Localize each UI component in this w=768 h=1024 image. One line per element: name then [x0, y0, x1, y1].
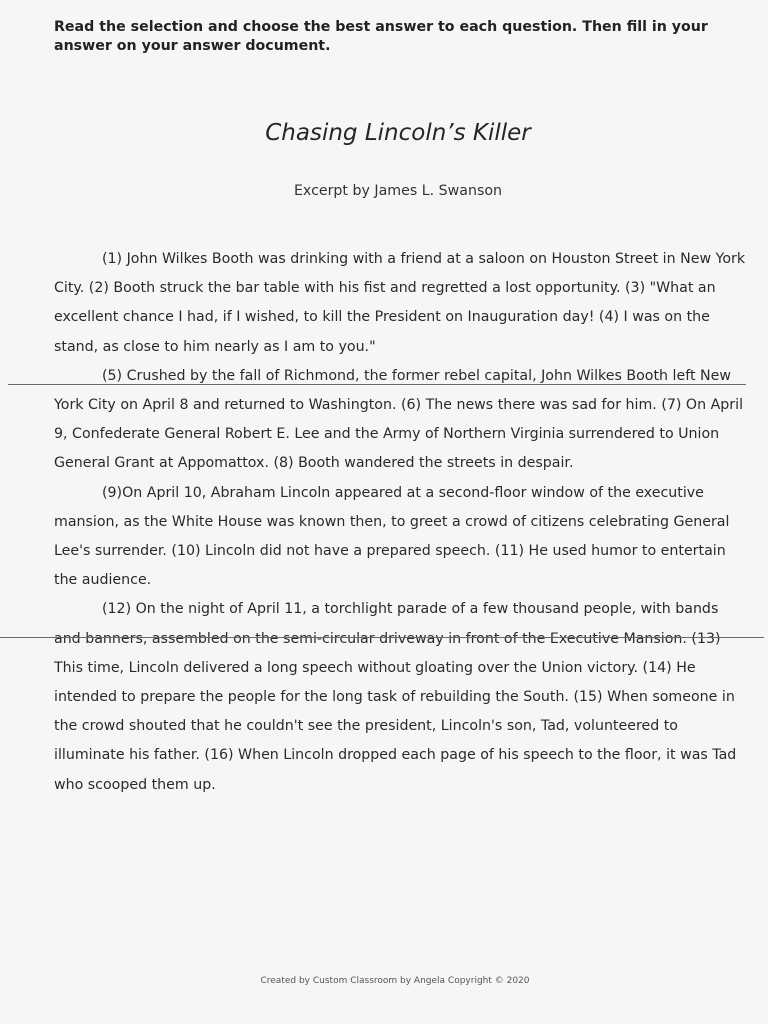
- instructions: Read the selection and choose the best answer to each question. Then fill in your answer on your answer document.: [54, 19, 708, 54]
- paragraph-1: (1) John Wilkes Booth was drinking with a friend at a saloon on Houston Street in New York City. (2) Booth struck the bar table with his fist and regretted a lost opportunity. (3) "What an excellent chance I had, if I wished, to kill the President on Inauguration day! (4) I was on the stand, as close to him nearly as I am to you.": [54, 251, 746, 355]
- paragraph-3: (9)On April 10, Abraham Lincoln appeared at a second-floor window of the executive mansion, as the White House was known then, to greet a crowd of citizens celebrating General Lee's surrender. (10) Lincoln did not have a prepared speech. (11) He used humor to entertain the audience.: [54, 484, 730, 589]
- copyright-footer: Created by Custom Classroom by Angela Copyright © 2020: [260, 976, 530, 986]
- paragraph-2: (5) Crushed by the fall of Richmond, the former rebel capital, John Wilkes Booth left New York City on April 8 and returned to Washington. (6) The news there was sad for him. (7) On April 9, Confederate General Robert E. Lee and the Army of Northern Virginia surrendered to Union General Grant at Appomattox. (8) Booth wandered the streets in despair.: [54, 367, 744, 472]
- margin-line-bottom: [0, 637, 764, 638]
- paragraph-4: (12) On the night of April 11, a torchlight parade of a few thousand people, with bands and banners, assembled on the semi-circular driveway in front of the Executive Mansion. (13) This time, Lincoln delivered a long speech without gloating over the Union victory. (14) He intended to prepare the people for the long task of rebuilding the South. (15) When someone in the crowd shouted that he couldn't see the president, Lincoln's son, Tad, volunteered to illuminate his father. (16) When Lincoln dropped each page of his speech to the floor, it was Tad who scooped them up.: [54, 601, 737, 793]
- byline: Excerpt by James L. Swanson: [293, 183, 503, 199]
- page-title: Chasing Lincoln’s Killer: [265, 120, 531, 146]
- margin-line-top: [8, 384, 746, 385]
- passage: [54, 245, 746, 800]
